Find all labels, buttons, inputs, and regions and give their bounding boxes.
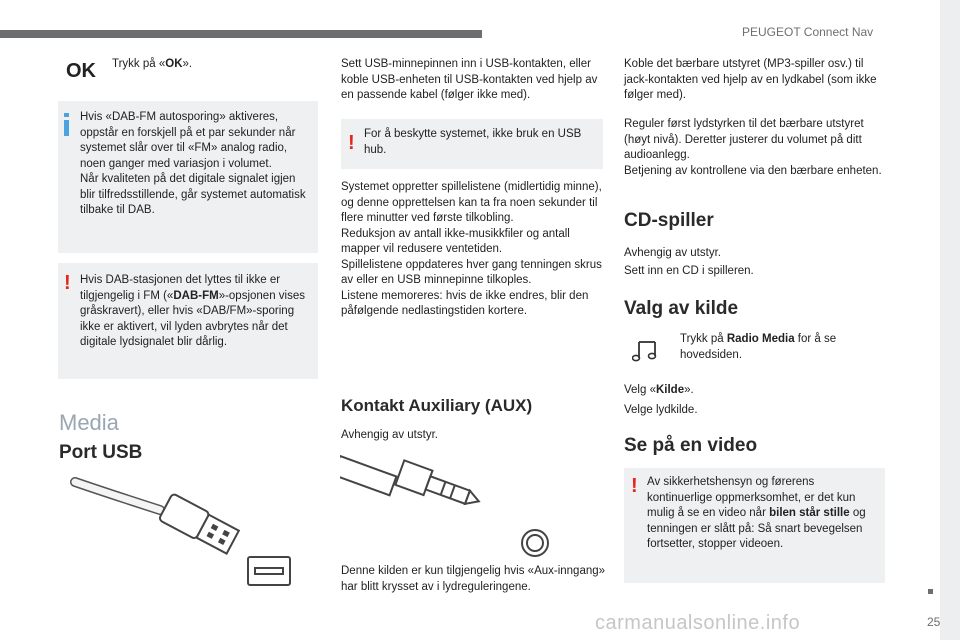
- video-warning-text: Av sikkerhetshensyn og førerens kontinuerlige oppmerksomhet, er det kun mulig å se en video når bilen står stille og tenningen er slått på: Så snart bevegelsen fortsetter, stopper videoen.: [647, 476, 866, 550]
- header-bar: [0, 30, 482, 38]
- volume-instruction: Reguler først lydstyrken til det bærbare utstyret (høyt nivå). Deretter justerer du volumet på ditt audioanlegg. Betjening av kontrollene via den bærbare enheten.: [624, 118, 882, 177]
- warning-usb-hub: For å beskytte systemet, ikke bruk en USB hub.: [364, 128, 582, 156]
- info-box-text: Hvis «DAB-FM autosporing» aktiveres, oppstår en forskjell på et par sekunder når systemet slår over til «FM» analog radio, noen ganger med variasjon i volumet. Når kvaliteten på det digitale signalet igjen blir tilfredsstillende, går systemet automatisk tilbake til DAB.: [80, 111, 306, 216]
- cd-heading: CD-spiller: [624, 210, 714, 231]
- music-note-icon: [632, 339, 660, 363]
- select-source-text: Velge lydkilde.: [624, 404, 698, 416]
- select-source-instruction: Velg «Kilde».: [624, 384, 694, 396]
- source-heading: Valg av kilde: [624, 298, 739, 319]
- aux-heading: Kontakt Auxiliary (AUX): [341, 396, 533, 415]
- side-strip: [940, 0, 960, 640]
- continue-marker: [928, 589, 933, 594]
- section-title: Media: [59, 410, 119, 435]
- warning-dab-text: Hvis DAB-stasjonen det lyttes til ikke er tilgjengelig i FM («DAB-FM»-opsjonen vises gråskravert), eller hvis «DAB/FM»-sporing ikke er aktivert, vil lyden avbrytes når det digitale lydsignalet blir dårlig.: [80, 274, 305, 348]
- playlist-text: Systemet oppretter spillelistene (midlertidig minne), og denne opprettelsen kan ta fra noen sekunder til flere minutter ved første tilkobling. Reduksjon av antall ikke-musikkfiler og antall mapper vil redusere ventetiden. Spillelistene oppdateres hver gang tenningen skrus av eller en USB minnepinne tilkoples. Listene memoreres: hvis de ikke endres, blir den påfølgende nedlastingstiden kortere.: [341, 181, 602, 317]
- ok-icon: OK: [66, 60, 96, 82]
- header-title: PEUGEOT Connect Nav: [742, 25, 874, 39]
- radio-media-instruction: Trykk på Radio Media for å se hovedsiden.: [680, 333, 837, 361]
- cd-dependency: Avhengig av utstyr.: [624, 247, 721, 259]
- cd-insert: Sett inn en CD i spilleren.: [624, 265, 754, 277]
- jack-plug-icon: [340, 448, 555, 560]
- info-icon: [64, 120, 69, 136]
- aux-availability-note: Denne kilden er kun tilgjengelig hvis «Aux-inngang» har blitt krysset av i lydreguleringene.: [341, 565, 606, 593]
- warning-icon: !: [631, 475, 638, 497]
- connect-instruction: Koble det bærbare utstyret (MP3-spiller osv.) til jack-kontakten ved hjelp av en lydkabel (som ikke følger med).: [624, 58, 877, 101]
- ok-instruction: Trykk på «OK».: [112, 58, 193, 70]
- warning-icon: !: [64, 272, 71, 294]
- aux-dependency: Avhengig av utstyr.: [341, 429, 438, 441]
- video-heading: Se på en video: [624, 435, 758, 456]
- watermark: carmanualsonline.info: [595, 612, 801, 634]
- page-number: 25: [927, 615, 941, 629]
- info-icon-dot: [64, 113, 69, 117]
- usb-instruction: Sett USB-minnepinnen inn i USB-kontakten, eller koble USB-enheten til USB-kontakten ved hjelp av en passende kabel (følger ikke med).: [341, 58, 598, 101]
- usb-plug-icon: [70, 472, 315, 592]
- port-usb-heading: Port USB: [59, 442, 143, 463]
- warning-icon: !: [348, 132, 355, 154]
